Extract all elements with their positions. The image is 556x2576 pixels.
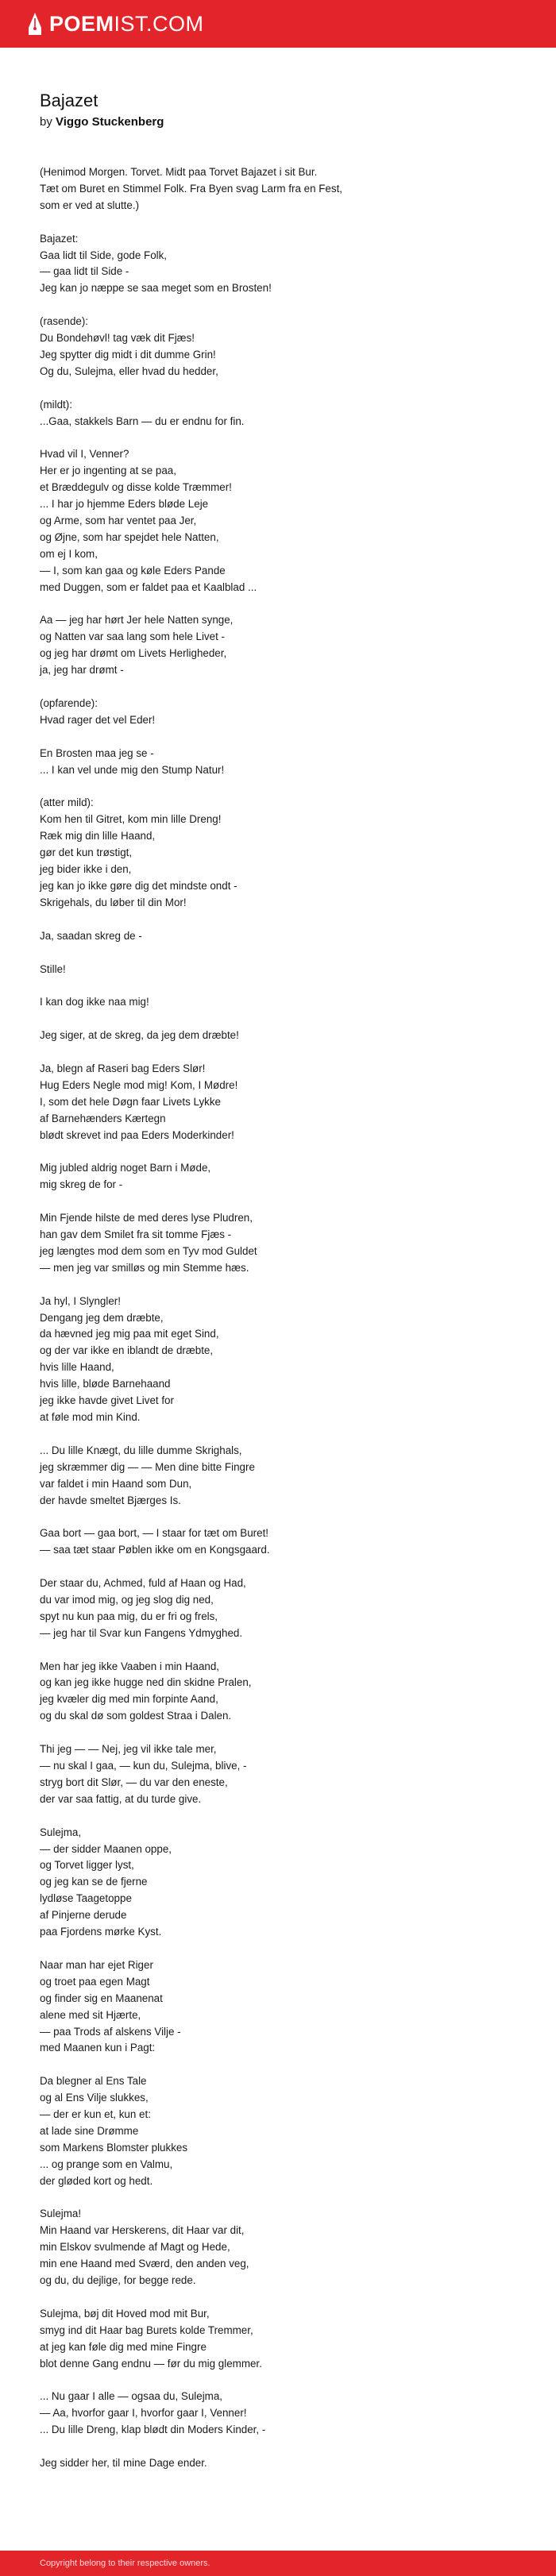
copyright-text: Copyright belong to their respective owners.: [40, 2559, 210, 2568]
site-logo[interactable]: [27, 0, 204, 48]
author-link[interactable]: Viggo Stuckenberg: [56, 115, 164, 129]
logo-text: [49, 13, 204, 35]
byline: [40, 114, 524, 130]
poem-content: [40, 89, 524, 2472]
top-bar: [0, 0, 556, 48]
poem-text: (Henimod Morgen. Torvet. Midt paa Torvet Bajazet i sit Bur. Tæt om Buret en Stimmel Folk. Fra Byen svag Larm fra en Fest, som er ved at slutte.) Bajazet: Gaa lidt til Side, gode Folk, — gaa lidt til Side - Jeg kan jo næppe se saa meget som en Brosten! (rasende): Du Bondehøvl! tag væk dit Fjæs! Jeg spytter dig midt i dit dumme Grin! Og du, Sulejma, eller hvad du hedder, (mildt): ...Gaa, stakkels Barn — du er endnu for fin. Hvad vil I, Venner? Her er jo ingenting at se paa, et Bræddegulv og disse kolde Træmmer! ... I har jo hjemme Eders bløde Leje og Arme, som har ventet paa Jer, og Øjne, som har spejdet hele Natten, om ej I kom, — I, som kan gaa og køle Eders Pande med Duggen, som er faldet paa et Kaalblad ... Aa — jeg har hørt Jer hele Natten synge, og Natten var saa lang som hele Livet - og jeg har drømt om Livets Herligheder, ja, jeg har drømt - (opfarende): Hvad rager det vel Eder! En Brosten maa jeg se - ... I kan vel unde mig den Stump Natur! (atter mild): Kom hen til Gitret, kom min lille Dreng! Ræk mig din lille Haand, gør det kun trøstigt, jeg bider ikke i den, jeg kan jo ikke gøre dig det mindste ondt - Skrigehals, du løber til din Mor! Ja, saadan skreg de - Stille! I kan dog ikke naa mig! Jeg siger, at de skreg, da jeg dem dræbte! Ja, blegn af Raseri bag Eders Slør! Hug Eders Negle mod mig! Kom, I Mødre! I, som det hele Døgn faar Livets Lykke af Barnehænders Kærtegn blødt skrevet ind paa Eders Moderkinder! Mig jubled aldrig noget Barn i Møde, mig skreg de for - Min Fjende hilste de med deres lyse Pludren, han gav dem Smilet fra sit tomme Fjæs - jeg længtes mod dem som en Tyv mod Guldet — men jeg var smilløs og min Stemme hæs. Ja hyl, I Slyngler! Dengang jeg dem dræbte, da hævned jeg mig paa mit eget Sind, og der var ikke en iblandt de dræbte, hvis lille Haand, hvis lille, bløde Barnehaand jeg ikke havde givet Livet for at føle mod min Kind. ... Du lille Knægt, du lille dumme Skrighals, jeg skræmmer dig — — Men dine bitte Fingre var faldet i min Haand som Dun, der havde smeltet Bjærges Is. Gaa bort — gaa bort, — I staar for tæt om Buret! — saa tæt staar Pøblen ikke om en Kongsgaard. Der staar du, Achmed, fuld af Haan og Had, du var imod mig, og jeg slog dig ned, spyt nu kun paa mig, du er fri og frels, — jeg har til Svar kun Fangens Ydmyghed. Men har jeg ikke Vaaben i min Haand, og kan jeg ikke hugge ned din skidne Pralen, jeg kvæler dig med min forpinte Aand, og du skal dø som goldest Straa i Dalen. Thi jeg — — Nej, jeg vil ikke tale mer, — nu skal I gaa, — kun du, Sulejma, blive, - stryg bort dit Slør, — du var den eneste, der var saa fattig, at du turde give. Sulejma, — der sidder Maanen oppe, og Torvet ligger lyst, og jeg kan se de fjerne lydløse Taagetoppe af Pinjerne derude paa Fjordens mørke Kyst. Naar man har ejet Riger og troet paa egen Magt og finder sig en Maanenat alene med sit Hjærte, — paa Trods af alskens Vilje - med Maanen kun i Pagt: Da blegner al Ens Tale og al Ens Vilje slukkes, — der er kun et, kun et: at lade sine Drømme som Markens Blomster plukkes ... og prange som en Valmu, der gløded kort og hedt. Sulejma! Min Haand var Herskerens, dit Haar var dit, min Elskov svulmende af Magt og Hede, min ene Haand med Sværd, den anden veg, og du, du dejlige, for begge rede. Sulejma, bøj dit Hoved mod mit Bur, smyg ind dit Haar bag Burets kolde Tremmer, at jeg kan føle dig med mine Fingre blot denne Gang endnu — før du mig glemmer. ... Nu gaar I alle — ogsaa du, Sulejma, — Aa, hvorfor gaar I, hvorfor gaar I, Venner! ... Du lille Dreng, klap blødt din Moders Kinder, - Jeg sidder her, til mine Dage ender.: [40, 166, 343, 2470]
logo-bold: POEM: [49, 11, 114, 36]
footer-bar: [0, 2551, 556, 2576]
pen-nib-icon: [27, 12, 43, 36]
by-label: by: [40, 115, 52, 129]
logo-light: IST.COM: [114, 11, 204, 36]
poem-title: Bajazet: [40, 91, 98, 110]
